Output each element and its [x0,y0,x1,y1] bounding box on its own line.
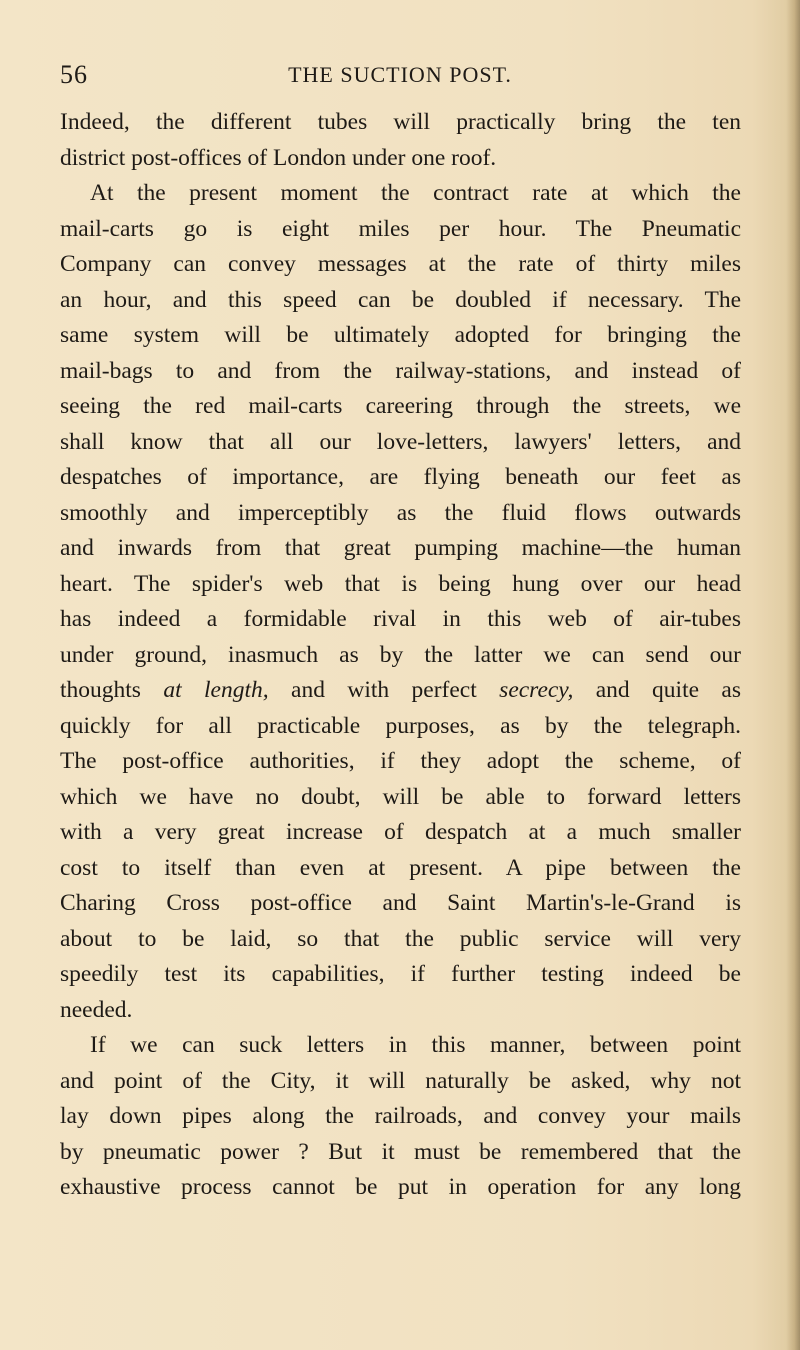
text-line: by pneumatic power ? But it must be remembered that the [60,1138,741,1165]
text-line: mail-bags to and from the railway-stations, and instead of [60,357,741,384]
text-line: under ground, inasmuch as by the latter we can send our [60,641,741,668]
text-line: mail-carts go is eight miles per hour. The Pneumatic [60,215,741,242]
text-line: exhaustive process cannot be put in operation for any long [60,1174,741,1200]
text-line: The post-office authorities, if they adopt the scheme, of [60,748,741,774]
text-line: despatches of importance, are flying beneath our feet as [60,464,741,490]
text-line: has indeed a formidable rival in this web of air-tubes [60,606,741,632]
italic-phrase: at length, [163,677,269,703]
text-line: heart. The spider's web that is being hung over our head [60,570,741,597]
page-number: 56 [60,60,88,89]
text-line: same system will be ultimately adopted for bringing the [60,322,741,348]
text-line: shall know that all our love-letters, lawyers' letters, and [60,428,741,455]
text-line: about to be laid, so that the public service will very [60,925,741,952]
text-run: thoughts [60,677,164,703]
page-edge-shadow [786,0,800,1350]
italic-phrase: secrecy, [499,677,574,703]
text-line: Company can convey messages at the rate of thirty miles [60,251,741,277]
page-header [60,60,740,94]
text-line: If we can suck letters in this manner, between point [90,1032,741,1058]
text-run: and quite as [573,677,741,703]
text-line: smoothly and imperceptibly as the fluid flows outwards [60,499,741,526]
text-line: which we have no doubt, will be able to forward letters [60,783,741,810]
text-line: district post-offices of London under one roof. [60,144,497,171]
text-line: and inwards from that great pumping machine—the human [60,535,741,561]
text-line: Indeed, the different tubes will practically bring the ten [60,109,741,135]
text-line: Charing Cross post-office and Saint Martin's-le-Grand is [60,890,741,916]
text-line: quickly for all practicable purposes, as by the telegraph. [60,712,741,739]
text-line: At the present moment the contract rate at which the [90,180,741,206]
text-line: cost to itself than even at present. A pipe between the [60,854,741,881]
text-line: with a very great increase of despatch at a much smaller [60,819,741,845]
text-line: and point of the City, it will naturally be asked, why not [60,1067,741,1094]
body-text [60,105,741,1206]
running-head: THE SUCTION POST. [288,62,512,87]
text-run: and with perfect [268,677,500,703]
text-line-italic-mixed [60,673,741,709]
text-line: needed. [60,996,133,1023]
text-line: speedily test its capabilities, if further testing indeed be [60,961,741,987]
text-line: seeing the red mail-carts careering through the streets, we [60,393,741,419]
text-line: an hour, and this speed can be doubled if necessary. The [60,286,741,313]
text-line: lay down pipes along the railroads, and convey your mails [60,1103,741,1129]
